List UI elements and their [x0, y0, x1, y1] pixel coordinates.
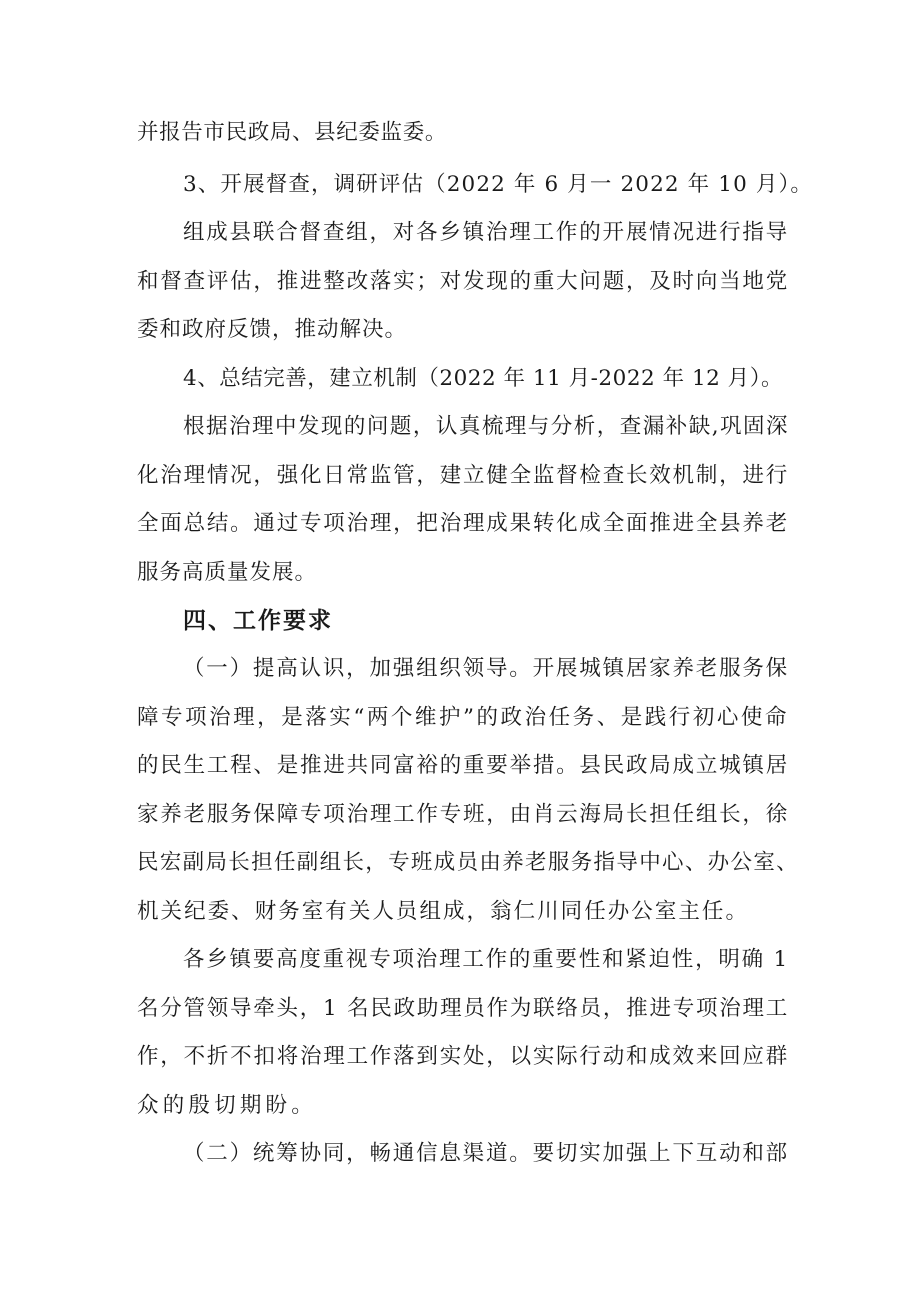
text-line: 家养老服务保障专项治理工作专班，由肖云海局长担任组长，徐 [137, 802, 789, 827]
text-line: 和督查评估，推进整改落实；对发现的重大问题，及时向当地党 [137, 269, 789, 294]
text-line: （一）提高认识，加强组织领导。开展城镇居家养老服务保 [183, 656, 789, 681]
text-line: 机关纪委、财务室有关人员组成，翁仁川同任办公室主任。 [137, 899, 749, 924]
text-line: 民宏副局长担任副组长，专班成员由养老服务指导中心、办公室、 [137, 850, 799, 875]
text-line: 名分管领导牵头，1 名民政助理员作为联络员，推进专项治理工 [137, 996, 789, 1021]
text-line: 委和政府反馈，推动解决。 [137, 317, 407, 342]
text-line: （二）统筹协同，畅通信息渠道。要切实加强上下互动和部 [183, 1141, 789, 1166]
item-title: 3、开展督查，调研评估（2022 年 6 月一 2022 年 10 月）。 [183, 172, 813, 197]
text-line: 的民生工程、是推进共同富裕的重要举措。县民政局成立城镇居 [137, 753, 789, 778]
text-line: 作，不折不扣将治理工作落到实处，以实际行动和成效来回应群 [137, 1044, 789, 1069]
item-title: 4、总结完善，建立机制（2022 年 11 月-2022 年 12 月）。 [183, 366, 783, 391]
text-line: 障专项治理，是落实“两个维护”的政治任务、是践行初心使命 [137, 705, 789, 730]
section-heading: 四、工作要求 [183, 608, 333, 634]
text-line: 根据治理中发现的问题，认真梳理与分析，查漏补缺,巩固深 [183, 414, 789, 439]
text-line: 全面总结。通过专项治理，把治理成果转化成全面推进全县养老 [137, 511, 789, 536]
text-line: 化治理情况，强化日常监管，建立健全监督检查长效机制，进行 [137, 463, 789, 488]
text-line: 组成县联合督查组，对各乡镇治理工作的开展情况进行指导 [183, 220, 789, 245]
text-line: 并报告市民政局、县纪委监委。 [137, 120, 447, 145]
text-line: 众的殷切期盼。 [137, 1093, 317, 1118]
text-line: 各乡镇要高度重视专项治理工作的重要性和紧迫性，明确 1 [183, 947, 789, 972]
text-line: 服务高质量发展。 [137, 560, 317, 585]
